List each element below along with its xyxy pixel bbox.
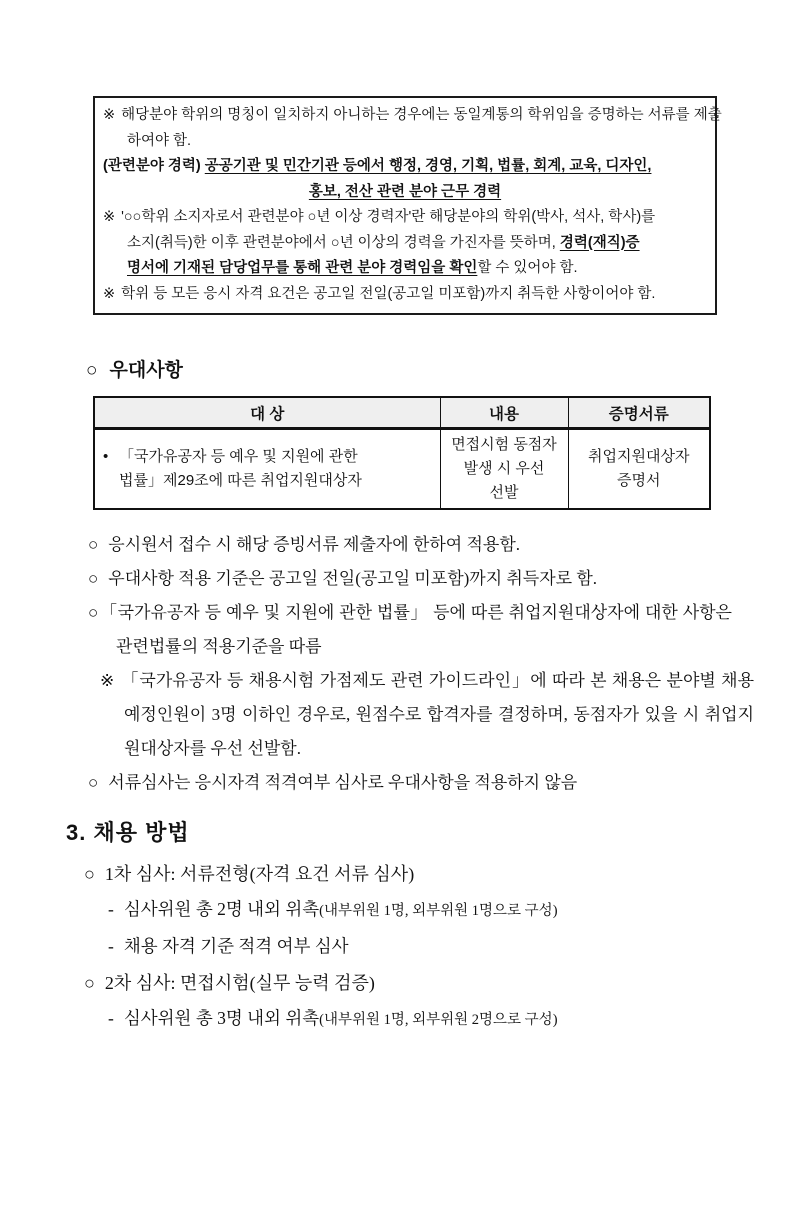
- list-item: ○「국가유공자 등 예우 및 지원에 관한 법률」 등에 따른 취업지원대상자에 대한 사항은 관련법률의 적용기준을 따름: [88, 603, 732, 656]
- list-subitem: - 채용 자격 기준 적격 여부 심사: [108, 936, 349, 956]
- circle-bullet-icon: ○: [88, 535, 99, 554]
- document-page: [0, 96, 793, 1217]
- qualification-notice-box: [93, 96, 722, 315]
- notice-line-career-cont: [103, 180, 707, 206]
- notice-line-career: [103, 154, 707, 180]
- reference-mark: ※: [103, 285, 116, 302]
- target-cell: [94, 429, 440, 510]
- career-fields: 공공기관 및 민간기관 등에서 행정, 경영, 기획, 법률, 회계, 교육, 디자인,: [204, 158, 652, 174]
- section-title: 3. 채용 방법: [66, 820, 190, 845]
- notice-line: 하여야 함.: [127, 132, 192, 149]
- dash-bullet: -: [108, 936, 114, 956]
- circle-bullet-icon: ○: [84, 973, 95, 993]
- column-header-target: 대 상: [94, 397, 440, 429]
- list-subitem: - 심사위원 총 2명 내외 위촉(내부위원 1명, 외부위원 1명으로 구성): [108, 899, 558, 919]
- notice-line: [103, 256, 707, 282]
- notice-line: [103, 282, 707, 308]
- list-subitem: - 심사위원 총 3명 내외 위촉(내부위원 1명, 외부위원 2명으로 구성): [108, 1008, 558, 1028]
- list-item: ○ 우대사항 적용 기준은 공고일 전일(공고일 미포함)까지 취득자로 함.: [88, 569, 597, 588]
- table-header-row: [94, 397, 710, 429]
- notice-emphasis: 경력(재직)증: [559, 234, 640, 251]
- notice-text: 해당분야 학위의 명칭이 일치하지 아니하는 경우에는 동일계통의 학위임을 증명하는 서류를 제출: [121, 107, 722, 123]
- list-item: ※ 「국가유공자 등 채용시험 가점제도 관련 가이드라인」에 따라 본 채용은 분야별 채용예정인원이 3명 이하인 경우로, 원점수로 합격자를 결정하며, 동점자가 있을 시 취업지원대상자를 우선 선발함.: [100, 671, 754, 758]
- reference-mark: ※: [103, 209, 116, 225]
- notice-text: '○○학위 소지자로서 관련분야 ○년 이상 경력자'란 해당분야의 학위(박사, 석사, 학사)를: [121, 209, 656, 225]
- list-item: ○ 서류심사는 응시자격 적격여부 심사로 우대사항을 적용하지 않음: [88, 773, 578, 792]
- notice-text: 소지(취득)한 이후 관련분야에서 ○년 이상의 경력을 가진자를 뜻하며,: [127, 234, 560, 251]
- dash-bullet: -: [108, 1008, 114, 1028]
- recruitment-method-list: [0, 857, 793, 1038]
- docs-cell: 취업지원대상자 증명서: [568, 429, 710, 510]
- circle-bullet-icon: ○: [86, 360, 98, 381]
- dot-bullet-icon: •: [103, 448, 109, 465]
- list-item: ○ 응시원서 접수 시 해당 증빙서류 제출자에 한하여 적용함.: [88, 535, 520, 554]
- dash-bullet: -: [108, 899, 114, 919]
- reference-mark: ※: [103, 107, 116, 123]
- column-header-content: 내용: [440, 397, 568, 429]
- notice-line: [103, 205, 707, 231]
- table-row: [94, 429, 710, 510]
- content-cell: 면접시험 동점자 발생 시 우선 선발: [440, 429, 568, 510]
- column-header-docs: 증명서류: [568, 397, 710, 429]
- notice-text: 학위 등 모든 응시 자격 요건은 공고일 전일(공고일 미포함)까지 취득한 사항이어야 함.: [121, 285, 656, 302]
- career-label: (관련분야 경력): [103, 158, 201, 174]
- notice-text: 할 수 있어야 함.: [477, 260, 578, 276]
- circle-bullet-icon: ○: [88, 603, 99, 622]
- circle-bullet-icon: ○: [84, 864, 95, 884]
- preference-table: [93, 396, 711, 510]
- circle-bullet-icon: ○: [88, 569, 99, 588]
- target-text: 「국가유공자 등 예우 및 지원에 관한 법률」제29조에 따른 취업지원대상자: [119, 448, 362, 489]
- list-item: ○ 1차 심사: 서류전형(자격 요건 서류 심사): [84, 864, 415, 884]
- notice-emphasis: 명서에 기재된 담당업무를 통해 관련 분야 경력임을 확인: [127, 260, 478, 276]
- reference-mark: ※: [100, 671, 116, 690]
- career-fields-cont: 홍보, 전산 관련 분야 근무 경력: [308, 183, 502, 200]
- notice-line: [103, 231, 707, 257]
- list-item: ○ 2차 심사: 면접시험(실무 능력 검증): [84, 973, 375, 993]
- notice-line: [103, 103, 722, 129]
- preference-section-heading: [86, 355, 793, 382]
- circle-bullet-icon: ○: [88, 773, 99, 792]
- preference-notes-list: [88, 528, 754, 800]
- preference-heading-label: 우대사항: [109, 360, 183, 381]
